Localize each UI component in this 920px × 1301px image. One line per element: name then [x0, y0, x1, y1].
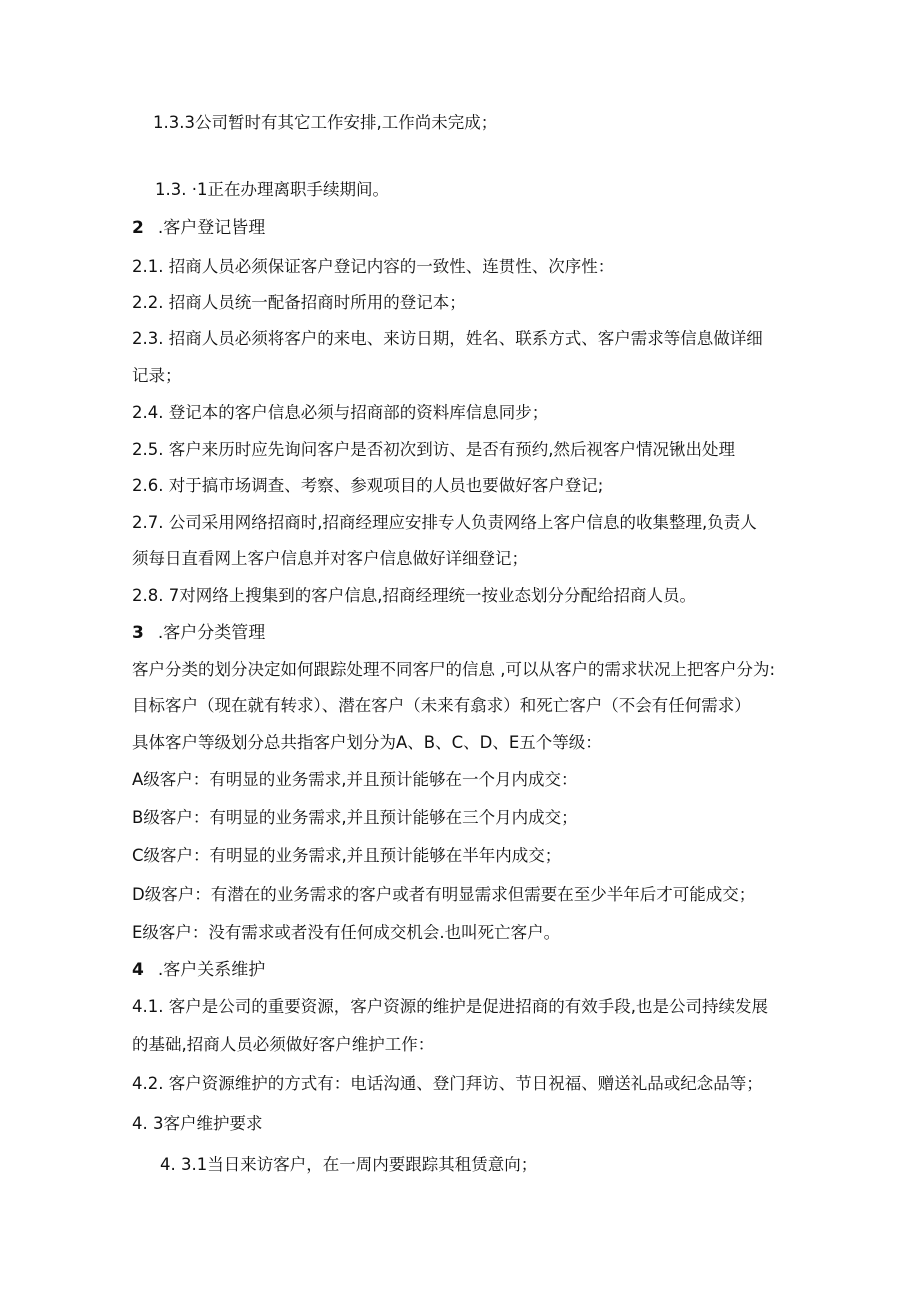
text-line-2-6: 2.6. 对于搞市场调查、考察、参观项目的人员也要做好客户登记;	[132, 476, 604, 495]
text-line-2-2: 2.2. 招商人员统一配备招商时所用的登记本；	[132, 293, 466, 312]
text-line-grade-a: A级客户：有明显的业务需求,并且预计能够在一个月内成交：	[132, 770, 578, 789]
section-title: .客户关系维护	[157, 960, 266, 980]
text-line-2-3: 2.3. 招商人员必须将客户的来电、来访日期，姓名、联系方式、客户需求等信息做详细	[132, 329, 763, 348]
text-line-2-5: 2.5. 客户来历时应先询问客户是否初次到访、是否有预约,然后视客户情况锹出处理	[132, 440, 735, 459]
text-line-1-3-3: 1.3.3公司暂时有其它工作安排,工作尚未完成；	[153, 113, 498, 132]
text-line-2-7-cont: 须每日直看网上客户信息并对客户信息做好详细登记；	[132, 549, 528, 568]
section-title: .客户分类管理	[157, 623, 266, 643]
text-line-4-1: 4.1. 客户是公司的重要资源，客户资源的维护是促进招商的有效手段,也是公司持续发展	[132, 997, 768, 1016]
text-line-grade-overview: 具体客户等级划分总共指客户划分为A、B、C、D、E五个等级：	[132, 733, 602, 752]
section-number: 4	[132, 960, 144, 980]
section-heading-2	[132, 216, 265, 240]
section-heading-3	[132, 621, 265, 645]
text-line-grade-d: D级客户：有潜在的业务需求的客户或者有明显需求但需要在至少半年后才可能成交；	[132, 885, 756, 904]
text-line-4-3-1: 4. 3.1当日来访客户，在一周内要跟踪其租赁意向；	[160, 1155, 538, 1174]
text-line-4-1-cont: 的基础,招商人员必须做好客户维护工作：	[132, 1035, 435, 1054]
text-line-grade-e: E级客户：没有需求或者没有任何成交机会.也叫死亡客户。	[132, 923, 561, 942]
text-line-grade-c: C级客户：有明显的业务需求,并且预计能够在半年内成交；	[132, 846, 562, 865]
text-line-2-8: 2.8. 7对网络上搜集到的客户信息,招商经理统一按业态划分分配给招商人员。	[132, 586, 696, 605]
section-title: .客户登记皆理	[157, 218, 266, 238]
text-line-customer-types: 目标客户（现在就有转求）、潜在客户（未来有翕求）和死亡客户（不会有任何需求）	[132, 696, 751, 715]
section-number: 2	[132, 218, 144, 238]
text-line-1-3-4: 1.3. ·1正在办理离职手续期间。	[155, 180, 389, 199]
section-number: 3	[132, 623, 144, 643]
text-line-2-3-cont: 记录；	[132, 366, 182, 385]
text-line-4-2: 4.2. 客户资源维护的方式有：电话沟通、登门拜访、节日祝福、赠送礼品或纪念品等；	[132, 1074, 763, 1093]
section-heading-4	[132, 958, 265, 982]
text-line-2-1: 2.1. 招商人员必须保证客户登记内容的一致性、连贯性、次序性：	[132, 257, 615, 276]
text-line-4-3: 4. 3客户维护要求	[132, 1114, 263, 1133]
text-line-grade-b: B级客户：有明显的业务需求,并且预计能够在三个月内成交；	[132, 808, 578, 827]
text-line-2-7: 2.7. 公司采用网络招商时,招商经理应安排专人负责网络上客户信息的收集整理,负责人	[132, 513, 757, 532]
text-line-2-4: 2.4. 登记本的客户信息必须与招商部的资料库信息同步；	[132, 403, 549, 422]
text-line-classification-intro: 客户分类的划分决定如何跟踪处理不同客尸的信息 ,可以从客户的需求状况上把客户分为:	[132, 660, 776, 679]
